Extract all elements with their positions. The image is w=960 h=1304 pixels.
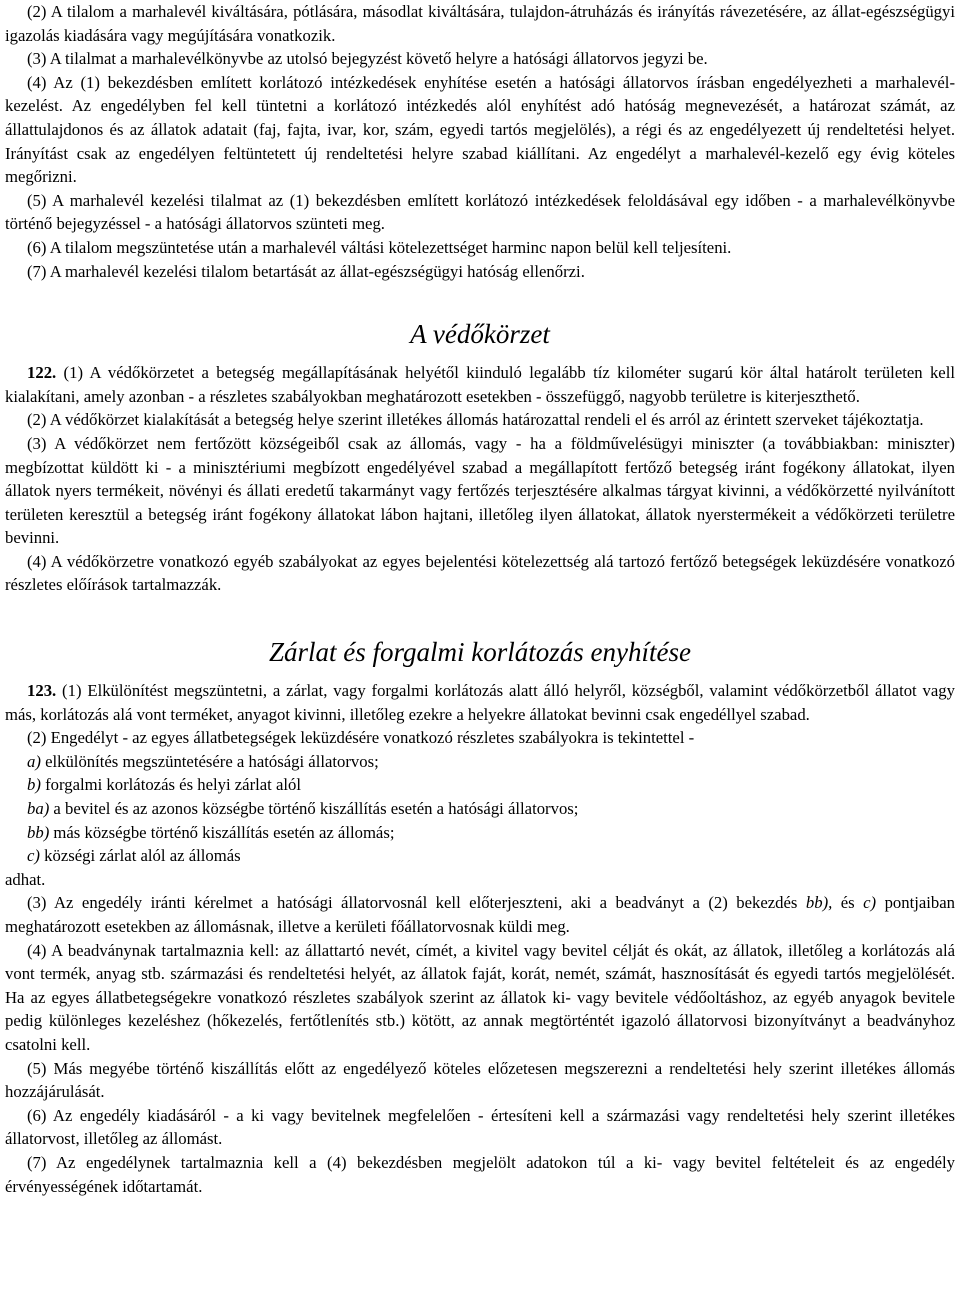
list-item [5,773,955,797]
list-item-text: a bevitel és az azonos községbe történő kiszállítás esetén a hatósági állatorvos; [49,799,579,819]
section-number: 123. [27,681,57,701]
paragraph-text: (3) Az engedély iránti kérelmet a hatósági állatorvosnál kell előterjeszteni, aki a beadványt a (2) bekezdés [27,893,806,913]
list-marker: c) [27,846,40,866]
section-123-paragraph-2: (2) Engedélyt - az egyes állatbetegségek leküzdésére vonatkozó részletes szabályokra is tekintettel - [27,728,695,748]
paragraph-3: (3) A tilalmat a marhalevélkönyvbe az utolsó bejegyzést követő helyre a hatósági állatorvos jegyzi be. [27,49,708,69]
section-123-paragraph-6: (6) Az engedély kiadásáról - a ki vagy bevitelnek megfelelően - értesíteni kell a származási vagy rendeltetési hely szerint illetékes állatorvost, illetőleg az állomást. [5,1105,955,1149]
list-item [5,821,955,845]
section-123-paragraph-5: (5) Más megyébe történő kiszállítás előtt az engedélyező köteles előzetesen megszerezni a rendeltetési hely szerint illetékes állomás hozzájárulását. [5,1058,955,1102]
paragraph-6: (6) A tilalom megszüntetése után a marhalevél váltási kötelezettséget harminc napon belül kell teljesíteni. [27,237,732,257]
section-122-paragraph-3: (3) A védőkörzet nem fertőzött községeiből csak az állomás, vagy - ha a földművelésügyi miniszter (a továbbiakban: miniszter) megbízottat küldött ki - a minisztériumi megbízott engedélyével szabad a megállapított fertőző betegség iránt fogékony állatokat, ilyen állatok nyers termékeit, növényi és állati eredetű takarmányt vagy fertőzés terjesztésére alkalmas tárgyat kivinni, a védőkörzetté nyilvánított területen keresztül a betegség iránt fogékony állatokat lábon hajtani, illetőleg ilyen állatokat, állatok nyerstermékeit a védőkörzeti területre bevinni. [5,433,955,548]
paragraph-5: (5) A marhalevél kezelési tilalmat az (1) bekezdésben említett korlátozó intézkedések feloldásával egy időben - a marhalevélkönyvbe történő bejegyzéssel - a hatósági állatorvos szünteti meg. [5,190,955,234]
section-123-paragraph-3 [5,891,955,938]
list-marker: bb) [27,822,50,842]
list-marker: ba) [27,799,50,819]
section-title-vedokorzet: A védőkörzet [410,319,550,350]
list-item [5,797,955,821]
list-marker: a) [27,751,41,771]
section-122-paragraph-1 [5,361,955,408]
list-item-text: elkülönítés megszüntetésére a hatósági állatorvos; [40,751,379,771]
paragraph-text: és [832,893,864,913]
list-marker: b) [27,775,41,795]
paragraph-text: (1) Elkülönítést megszüntetni, a zárlat, vagy forgalmi korlátozás alatt álló helyről, községből, valamint védőkörzetből állatot vagy más, korlátozás alá vont terméket, anyagot kivinni, illetőleg ezekre a helyekre állatokat bevinni csak engedéllyel szabad. [5,681,955,724]
list-item-text: forgalmi korlátozás és helyi zárlat alól [40,775,302,795]
list-item-text: községi zárlat alól az állomás [39,846,241,866]
point-reference: bb), [805,893,833,913]
list-item-text: más községbe történő kiszállítás esetén az állomás; [49,822,395,842]
paragraph-4: (4) Az (1) bekezdésben említett korlátozó intézkedések enyhítése esetén a hatósági állatorvos írásban engedélyezheti a marhalevél-kezelést. Az engedélyben fel kell tüntetni a korlátozó intézkedés alól enyhítést adó hatóság megnevezését, a határozat számát, az állattulajdonos és az állatok adatait (faj, fajta, ivar, kor, szám, egyedi tartós megjelölés), a régi és az engedélyezett új rendeltetési helyet. Irányítást csak az engedélyen feltüntetett új rendeltetési helyre szabad kiállítani. Az engedélyt a marhalevél-kezelő egy évig köteles megőrizni. [5,72,955,187]
list-conclusion: adhat. [5,869,46,889]
paragraph-7: (7) A marhalevél kezelési tilalom betartását az állat-egészségügyi hatóság ellenőrzi. [27,261,585,281]
section-title-zarlat: Zárlat és forgalmi korlátozás enyhítése [269,637,691,668]
section-number: 122. [27,363,57,383]
intro-section [5,0,955,283]
section-122 [5,361,955,597]
paragraph-text: (1) A védőkörzetet a betegség megállapításának helyétől kiinduló legalább tíz kilométer sugarú kör által határolt területen kell kialakítani, amely azonban - a részletes szabályokban meghatározott esetekben - összefüggő, nagyobb területre is kiterjeszthető. [5,363,955,406]
section-123-paragraph-1 [5,679,955,726]
section-123-paragraph-4: (4) A beadványnak tartalmaznia kell: az állattartó nevét, címét, a kivitel vagy bevitel célját és okát, az állatok, illetőleg a korlátozás alá vont termék, anyag stb. származási és rendeltetési helyét, az állatok faját, korát, nemét, számát, hasznosítását és egyedi tartós megjelölését. Ha az egyes állatbetegségekre vonatkozó részletes szabályok szerint az állatok ki- vagy bevitele védőoltáshoz, az egyéb anyagok bevitele pedig különleges kezeléshez (hőkezelés, fertőtlenítés stb.) kötött, az annak megtörténtét igazoló állatorvosi bizonyítványt a beadványhoz csatolni kell. [5,940,955,1054]
section-122-paragraph-4: (4) A védőkörzetre vonatkozó egyéb szabályokat az egyes bejelentési kötelezettség alá tartozó fertőző betegségek leküzdésére vonatkozó részletes előírások tartalmazzák. [5,551,955,595]
paragraph-text: pontjaiban meghatározott esetekben az állomásnak, illetve a kerületi főállatorvosnak küldi meg. [5,893,956,936]
section-122-paragraph-2: (2) A védőkörzet kialakítását a betegség helye szerint illetékes állomás határozattal rendeli el és arról az érintett szerveket tájékoztatja. [27,410,924,430]
point-reference: c) [863,893,877,913]
list-item [5,750,955,774]
section-123-paragraph-7: (7) Az engedélynek tartalmaznia kell a (4) bekezdésben megjelölt adatokon túl a ki- vagy bevitel feltételeit és az engedély érvényességének időtartamát. [5,1152,955,1196]
list-item [5,844,955,868]
paragraph-2: (2) A tilalom a marhalevél kiváltására, pótlására, másodlat kiváltására, tulajdon-átruházás és irányítás rávezetésére, az állat-egészségügyi igazolás kiadására vagy megújítására vonatkozik. [5,2,955,45]
section-123 [5,679,955,1198]
